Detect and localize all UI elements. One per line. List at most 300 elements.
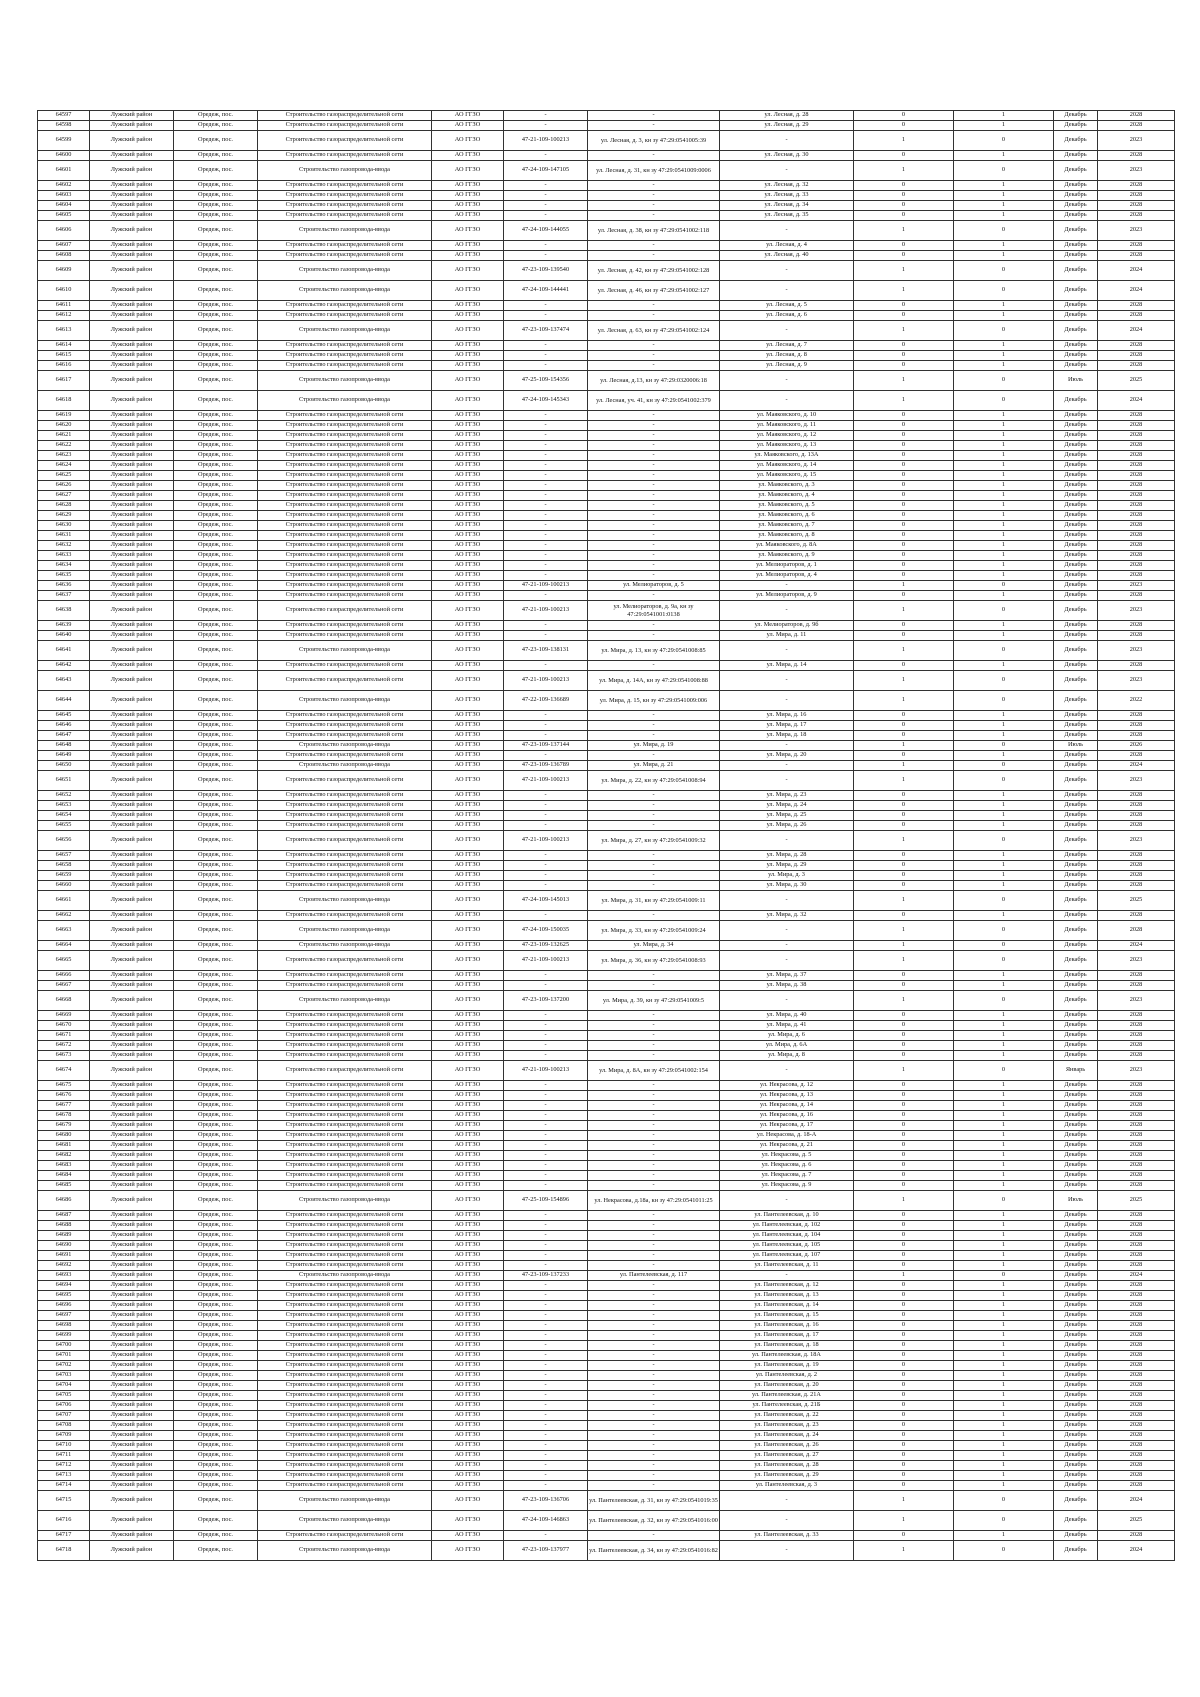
cell-month: Декабрь	[1054, 361, 1098, 371]
cell-quantity-a: 1	[854, 761, 954, 771]
cell-district: Лужский район	[90, 671, 174, 691]
cell-organization: АО ГГЗО	[432, 191, 504, 201]
cell-quantity-b: 1	[954, 1291, 1054, 1301]
cell-address: ул. Маяковского, д. 5	[720, 501, 854, 511]
cell-month: Декабрь	[1054, 181, 1098, 191]
cell-quantity-b: 0	[954, 1491, 1054, 1511]
cell-year: 2024	[1098, 941, 1175, 951]
cell-year: 2028	[1098, 711, 1175, 721]
cell-settlement: Оредеж, пос.	[174, 1081, 258, 1091]
cell-work-type: Строительство газопровода-ввода	[258, 691, 432, 711]
cell-organization: АО ГГЗО	[432, 1091, 504, 1101]
cell-application-code: -	[504, 1141, 588, 1151]
table-row	[38, 1311, 1175, 1321]
cell-address: ул. Лесная, д. 28	[720, 111, 854, 121]
cell-row-number: 64651	[38, 771, 90, 791]
cell-quantity-a: 0	[854, 971, 954, 981]
cell-year: 2028	[1098, 1111, 1175, 1121]
cell-work-type: Строительство газораспределительной сети	[258, 571, 432, 581]
cell-application-code: 47-23-109-136706	[504, 1491, 588, 1511]
cell-work-type: Строительство газораспределительной сети	[258, 251, 432, 261]
cell-address: ул. Мира, д. 32	[720, 911, 854, 921]
cell-application-code: -	[504, 1331, 588, 1341]
cell-address: -	[720, 891, 854, 911]
cell-month: Декабрь	[1054, 1181, 1098, 1191]
cell-row-number: 64648	[38, 741, 90, 751]
cell-quantity-b: 1	[954, 1361, 1054, 1371]
cell-quantity-a: 0	[854, 1161, 954, 1171]
cell-application-code: -	[504, 911, 588, 921]
cell-application-code: -	[504, 1171, 588, 1181]
cell-work-type: Строительство газораспределительной сети	[258, 1371, 432, 1381]
cell-quantity-a: 0	[854, 431, 954, 441]
cell-quantity-a: 0	[854, 1331, 954, 1341]
table-row	[38, 1251, 1175, 1261]
cell-work-type: Строительство газопровода-ввода	[258, 161, 432, 181]
cell-quantity-b: 1	[954, 211, 1054, 221]
cell-month: Декабрь	[1054, 801, 1098, 811]
cell-settlement: Оредеж, пос.	[174, 421, 258, 431]
cell-row-number: 64698	[38, 1321, 90, 1331]
cell-land-plot: -	[588, 711, 720, 721]
cell-land-plot: -	[588, 211, 720, 221]
cell-work-type: Строительство газораспределительной сети	[258, 621, 432, 631]
cell-land-plot: -	[588, 491, 720, 501]
cell-quantity-b: 0	[954, 321, 1054, 341]
cell-application-code: 47-21-109-100213	[504, 951, 588, 971]
cell-organization: АО ГГЗО	[432, 341, 504, 351]
cell-application-code: -	[504, 531, 588, 541]
cell-row-number: 64641	[38, 641, 90, 661]
cell-row-number: 64613	[38, 321, 90, 341]
cell-district: Лужский район	[90, 691, 174, 711]
cell-application-code: -	[504, 1181, 588, 1191]
cell-land-plot: -	[588, 1451, 720, 1461]
cell-quantity-b: 1	[954, 1081, 1054, 1091]
cell-land-plot: -	[588, 1241, 720, 1251]
cell-quantity-a: 0	[854, 1051, 954, 1061]
cell-month: Декабрь	[1054, 1021, 1098, 1031]
cell-district: Лужский район	[90, 661, 174, 671]
cell-organization: АО ГГЗО	[432, 1451, 504, 1461]
cell-address: ул. Лесная, д. 8	[720, 351, 854, 361]
cell-work-type: Строительство газораспределительной сети	[258, 771, 432, 791]
cell-quantity-a: 0	[854, 181, 954, 191]
cell-land-plot: -	[588, 541, 720, 551]
cell-organization: АО ГГЗО	[432, 1111, 504, 1121]
cell-year: 2028	[1098, 1451, 1175, 1461]
cell-organization: АО ГГЗО	[432, 131, 504, 151]
cell-month: Декабрь	[1054, 831, 1098, 851]
cell-district: Лужский район	[90, 321, 174, 341]
cell-row-number: 64697	[38, 1311, 90, 1321]
cell-year: 2024	[1098, 1491, 1175, 1511]
cell-quantity-b: 0	[954, 1511, 1054, 1531]
cell-work-type: Строительство газораспределительной сети	[258, 1421, 432, 1431]
cell-work-type: Строительство газопровода-ввода	[258, 1541, 432, 1561]
cell-row-number: 64650	[38, 761, 90, 771]
cell-quantity-b: 1	[954, 711, 1054, 721]
cell-quantity-b: 1	[954, 351, 1054, 361]
cell-settlement: Оредеж, пос.	[174, 261, 258, 281]
cell-address: ул. Маяковского, д. 3	[720, 481, 854, 491]
cell-application-code: -	[504, 561, 588, 571]
cell-district: Лужский район	[90, 111, 174, 121]
table-row	[38, 1191, 1175, 1211]
cell-address: ул. Пантелеевская, д. 20	[720, 1381, 854, 1391]
cell-work-type: Строительство газораспределительной сети	[258, 861, 432, 871]
cell-quantity-a: 0	[854, 311, 954, 321]
cell-address: ул. Мира, д. 24	[720, 801, 854, 811]
cell-application-code: 47-23-109-137977	[504, 1541, 588, 1561]
cell-address: ул. Лесная, д. 33	[720, 191, 854, 201]
cell-quantity-a: 1	[854, 1271, 954, 1281]
cell-month: Декабрь	[1054, 1051, 1098, 1061]
cell-land-plot: ул. Мира, д. 19	[588, 741, 720, 751]
cell-month: Декабрь	[1054, 311, 1098, 321]
cell-quantity-a: 1	[854, 1511, 954, 1531]
cell-organization: АО ГГЗО	[432, 1021, 504, 1031]
cell-quantity-a: 0	[854, 501, 954, 511]
cell-address: ул. Лесная, д. 40	[720, 251, 854, 261]
cell-district: Лужский район	[90, 581, 174, 591]
cell-work-type: Строительство газораспределительной сети	[258, 721, 432, 731]
cell-application-code: -	[504, 971, 588, 981]
cell-row-number: 64656	[38, 831, 90, 851]
cell-row-number: 64665	[38, 951, 90, 971]
cell-land-plot: ул. Лесная, д. 3, кн зу 47:29:0541005:39	[588, 131, 720, 151]
cell-land-plot: -	[588, 151, 720, 161]
cell-month: Декабрь	[1054, 251, 1098, 261]
cell-district: Лужский район	[90, 1331, 174, 1341]
cell-land-plot: ул. Мира, д. 15, кн зу 47:29:0541009:006	[588, 691, 720, 711]
cell-year: 2028	[1098, 661, 1175, 671]
cell-application-code: -	[504, 1251, 588, 1261]
cell-month: Декабрь	[1054, 881, 1098, 891]
cell-district: Лужский район	[90, 1061, 174, 1081]
cell-work-type: Строительство газопровода-ввода	[258, 1491, 432, 1511]
cell-quantity-a: 1	[854, 161, 954, 181]
cell-quantity-b: 1	[954, 1241, 1054, 1251]
cell-district: Лужский район	[90, 391, 174, 411]
cell-settlement: Оредеж, пос.	[174, 1021, 258, 1031]
cell-address: ул. Мира, д. 25	[720, 811, 854, 821]
cell-quantity-a: 0	[854, 791, 954, 801]
cell-quantity-b: 0	[954, 371, 1054, 391]
cell-application-code: -	[504, 1151, 588, 1161]
cell-settlement: Оредеж, пос.	[174, 1261, 258, 1271]
cell-application-code: -	[504, 201, 588, 211]
cell-quantity-a: 1	[854, 601, 954, 621]
cell-row-number: 64663	[38, 921, 90, 941]
cell-settlement: Оредеж, пос.	[174, 1421, 258, 1431]
cell-address: ул. Лесная, д. 29	[720, 121, 854, 131]
cell-address: ул. Мира, д. 26	[720, 821, 854, 831]
cell-organization: АО ГГЗО	[432, 1331, 504, 1341]
cell-district: Лужский район	[90, 501, 174, 511]
cell-address: -	[720, 951, 854, 971]
cell-row-number: 64717	[38, 1531, 90, 1541]
cell-organization: АО ГГЗО	[432, 1461, 504, 1471]
cell-land-plot: -	[588, 1111, 720, 1121]
cell-application-code: -	[504, 461, 588, 471]
cell-quantity-b: 1	[954, 1181, 1054, 1191]
cell-address: ул. Лесная, д. 7	[720, 341, 854, 351]
cell-row-number: 64678	[38, 1111, 90, 1121]
cell-month: Июль	[1054, 1191, 1098, 1211]
cell-application-code: -	[504, 1481, 588, 1491]
cell-organization: АО ГГЗО	[432, 571, 504, 581]
cell-district: Лужский район	[90, 751, 174, 761]
cell-organization: АО ГГЗО	[432, 1291, 504, 1301]
cell-organization: АО ГГЗО	[432, 1481, 504, 1491]
cell-quantity-a: 0	[854, 521, 954, 531]
cell-address: -	[720, 761, 854, 771]
cell-application-code: -	[504, 491, 588, 501]
cell-quantity-b: 1	[954, 501, 1054, 511]
cell-month: Декабрь	[1054, 1341, 1098, 1351]
cell-settlement: Оредеж, пос.	[174, 1361, 258, 1371]
table-row	[38, 1051, 1175, 1061]
cell-district: Лужский район	[90, 541, 174, 551]
cell-month: Декабрь	[1054, 1171, 1098, 1181]
cell-land-plot: ул. Мира, д. 27, кн зу 47:29:0541009:32	[588, 831, 720, 851]
cell-year: 2028	[1098, 191, 1175, 201]
cell-month: Июль	[1054, 371, 1098, 391]
cell-district: Лужский район	[90, 571, 174, 581]
cell-month: Декабрь	[1054, 191, 1098, 201]
table-row	[38, 1341, 1175, 1351]
table-row	[38, 801, 1175, 811]
cell-district: Лужский район	[90, 1261, 174, 1271]
cell-address: ул. Лесная, д. 32	[720, 181, 854, 191]
cell-land-plot: -	[588, 1471, 720, 1481]
cell-work-type: Строительство газораспределительной сети	[258, 1311, 432, 1321]
cell-year: 2028	[1098, 501, 1175, 511]
cell-year: 2028	[1098, 1361, 1175, 1371]
cell-application-code: 47-24-109-144441	[504, 281, 588, 301]
cell-application-code: 47-24-109-150035	[504, 921, 588, 941]
cell-row-number: 64617	[38, 371, 90, 391]
cell-work-type: Строительство газораспределительной сети	[258, 851, 432, 861]
cell-application-code: -	[504, 711, 588, 721]
cell-row-number: 64705	[38, 1391, 90, 1401]
cell-quantity-b: 1	[954, 461, 1054, 471]
cell-address: -	[720, 1541, 854, 1561]
table-row	[38, 1431, 1175, 1441]
cell-district: Лужский район	[90, 1461, 174, 1471]
cell-quantity-b: 1	[954, 721, 1054, 731]
cell-year: 2022	[1098, 691, 1175, 711]
cell-quantity-b: 1	[954, 1401, 1054, 1411]
cell-quantity-a: 0	[854, 1411, 954, 1421]
cell-organization: АО ГГЗО	[432, 821, 504, 831]
table-row	[38, 1101, 1175, 1111]
cell-row-number: 64639	[38, 621, 90, 631]
cell-address: ул. Мира, д. 8	[720, 1051, 854, 1061]
cell-quantity-b: 1	[954, 1331, 1054, 1341]
cell-district: Лужский район	[90, 251, 174, 261]
cell-work-type: Строительство газораспределительной сети	[258, 491, 432, 501]
cell-work-type: Строительство газораспределительной сети	[258, 181, 432, 191]
cell-organization: АО ГГЗО	[432, 921, 504, 941]
table-row	[38, 541, 1175, 551]
cell-work-type: Строительство газораспределительной сети	[258, 1231, 432, 1241]
cell-quantity-b: 1	[954, 881, 1054, 891]
cell-quantity-a: 1	[854, 891, 954, 911]
cell-organization: АО ГГЗО	[432, 1421, 504, 1431]
cell-quantity-b: 0	[954, 221, 1054, 241]
table-row	[38, 511, 1175, 521]
cell-quantity-b: 1	[954, 1481, 1054, 1491]
cell-quantity-b: 1	[954, 1091, 1054, 1101]
cell-address: ул. Маяковского, д. 14	[720, 461, 854, 471]
cell-land-plot: -	[588, 411, 720, 421]
table-row	[38, 111, 1175, 121]
cell-district: Лужский район	[90, 1171, 174, 1181]
cell-year: 2028	[1098, 1041, 1175, 1051]
table-row	[38, 831, 1175, 851]
cell-quantity-b: 1	[954, 1161, 1054, 1171]
cell-land-plot: ул. Мира, д. 36, кн зу 47:29:0541008:93	[588, 951, 720, 971]
cell-quantity-a: 0	[854, 821, 954, 831]
cell-land-plot: -	[588, 441, 720, 451]
cell-application-code: 47-23-109-139540	[504, 261, 588, 281]
cell-month: Декабрь	[1054, 1091, 1098, 1101]
cell-application-code: -	[504, 1231, 588, 1241]
cell-organization: АО ГГЗО	[432, 1491, 504, 1511]
cell-month: Декабрь	[1054, 1401, 1098, 1411]
cell-work-type: Строительство газораспределительной сети	[258, 1131, 432, 1141]
cell-district: Лужский район	[90, 1211, 174, 1221]
cell-application-code: -	[504, 431, 588, 441]
cell-row-number: 64681	[38, 1141, 90, 1151]
cell-quantity-a: 1	[854, 771, 954, 791]
cell-year: 2023	[1098, 581, 1175, 591]
cell-year: 2026	[1098, 741, 1175, 751]
cell-organization: АО ГГЗО	[432, 471, 504, 481]
cell-address: ул. Мира, д. 41	[720, 1021, 854, 1031]
cell-district: Лужский район	[90, 561, 174, 571]
table-row	[38, 1401, 1175, 1411]
cell-land-plot: ул. Пантелеевская, д. 117	[588, 1271, 720, 1281]
cell-organization: АО ГГЗО	[432, 1431, 504, 1441]
cell-application-code: -	[504, 251, 588, 261]
cell-month: Декабрь	[1054, 1311, 1098, 1321]
cell-district: Лужский район	[90, 241, 174, 251]
cell-land-plot: -	[588, 1401, 720, 1411]
cell-application-code: -	[504, 191, 588, 201]
cell-quantity-a: 0	[854, 1151, 954, 1161]
cell-land-plot: -	[588, 1171, 720, 1181]
cell-quantity-a: 0	[854, 881, 954, 891]
cell-work-type: Строительство газораспределительной сети	[258, 121, 432, 131]
cell-quantity-a: 0	[854, 1221, 954, 1231]
cell-row-number: 64674	[38, 1061, 90, 1081]
cell-row-number: 64622	[38, 441, 90, 451]
cell-district: Лужский район	[90, 211, 174, 221]
cell-month: Декабрь	[1054, 561, 1098, 571]
cell-month: Декабрь	[1054, 531, 1098, 541]
table-row	[38, 621, 1175, 631]
cell-land-plot: -	[588, 821, 720, 831]
cell-district: Лужский район	[90, 1021, 174, 1031]
cell-month: Декабрь	[1054, 321, 1098, 341]
cell-address: ул. Маяковского, д. 10	[720, 411, 854, 421]
cell-land-plot: -	[588, 251, 720, 261]
cell-year: 2028	[1098, 431, 1175, 441]
cell-district: Лужский район	[90, 471, 174, 481]
cell-district: Лужский район	[90, 1011, 174, 1021]
cell-quantity-b: 1	[954, 1261, 1054, 1271]
cell-organization: АО ГГЗО	[432, 1381, 504, 1391]
cell-application-code: 47-22-109-136689	[504, 691, 588, 711]
cell-land-plot: -	[588, 181, 720, 191]
cell-year: 2028	[1098, 511, 1175, 521]
table-row	[38, 751, 1175, 761]
cell-organization: АО ГГЗО	[432, 561, 504, 571]
cell-district: Лужский район	[90, 311, 174, 321]
cell-settlement: Оредеж, пос.	[174, 691, 258, 711]
cell-land-plot: -	[588, 801, 720, 811]
cell-quantity-a: 0	[854, 421, 954, 431]
cell-work-type: Строительство газопровода-ввода	[258, 891, 432, 911]
cell-quantity-a: 0	[854, 1101, 954, 1111]
cell-address: ул. Маяковского, д. 13	[720, 441, 854, 451]
cell-organization: АО ГГЗО	[432, 1061, 504, 1081]
cell-work-type: Строительство газораспределительной сети	[258, 191, 432, 201]
cell-year: 2028	[1098, 1051, 1175, 1061]
cell-address: ул. Мира, д. 6А	[720, 1041, 854, 1051]
cell-organization: АО ГГЗО	[432, 251, 504, 261]
cell-row-number: 64690	[38, 1241, 90, 1251]
cell-land-plot: ул. Пантелеевская, д. 32, кн зу 47:29:0541016:00	[588, 1511, 720, 1531]
cell-year: 2028	[1098, 1281, 1175, 1291]
cell-land-plot: ул. Некрасова, д.18а, кн зу 47:29:0541011:25	[588, 1191, 720, 1211]
cell-row-number: 64624	[38, 461, 90, 471]
cell-address: ул. Мира, д. 40	[720, 1011, 854, 1021]
cell-quantity-b: 0	[954, 1061, 1054, 1081]
cell-organization: АО ГГЗО	[432, 1281, 504, 1291]
cell-land-plot: -	[588, 531, 720, 541]
cell-land-plot: -	[588, 241, 720, 251]
cell-application-code: -	[504, 871, 588, 881]
cell-organization: АО ГГЗО	[432, 1221, 504, 1231]
cell-work-type: Строительство газораспределительной сети	[258, 1481, 432, 1491]
cell-application-code: 47-24-109-145013	[504, 891, 588, 911]
cell-address: ул. Мира, д. 28	[720, 851, 854, 861]
cell-month: Декабрь	[1054, 871, 1098, 881]
cell-organization: АО ГГЗО	[432, 971, 504, 981]
cell-organization: АО ГГЗО	[432, 801, 504, 811]
cell-district: Лужский район	[90, 1031, 174, 1041]
cell-land-plot: -	[588, 1421, 720, 1431]
cell-district: Лужский район	[90, 551, 174, 561]
table-row	[38, 151, 1175, 161]
cell-district: Лужский район	[90, 121, 174, 131]
cell-year: 2028	[1098, 631, 1175, 641]
cell-month: Июль	[1054, 741, 1098, 751]
cell-work-type: Строительство газораспределительной сети	[258, 521, 432, 531]
cell-month: Декабрь	[1054, 461, 1098, 471]
cell-row-number: 64716	[38, 1511, 90, 1531]
cell-row-number: 64628	[38, 501, 90, 511]
cell-month: Декабрь	[1054, 1131, 1098, 1141]
cell-year: 2028	[1098, 1311, 1175, 1321]
cell-address: ул. Пантелеевская, д. 18А	[720, 1351, 854, 1361]
cell-settlement: Оредеж, пос.	[174, 981, 258, 991]
cell-land-plot: -	[588, 1361, 720, 1371]
